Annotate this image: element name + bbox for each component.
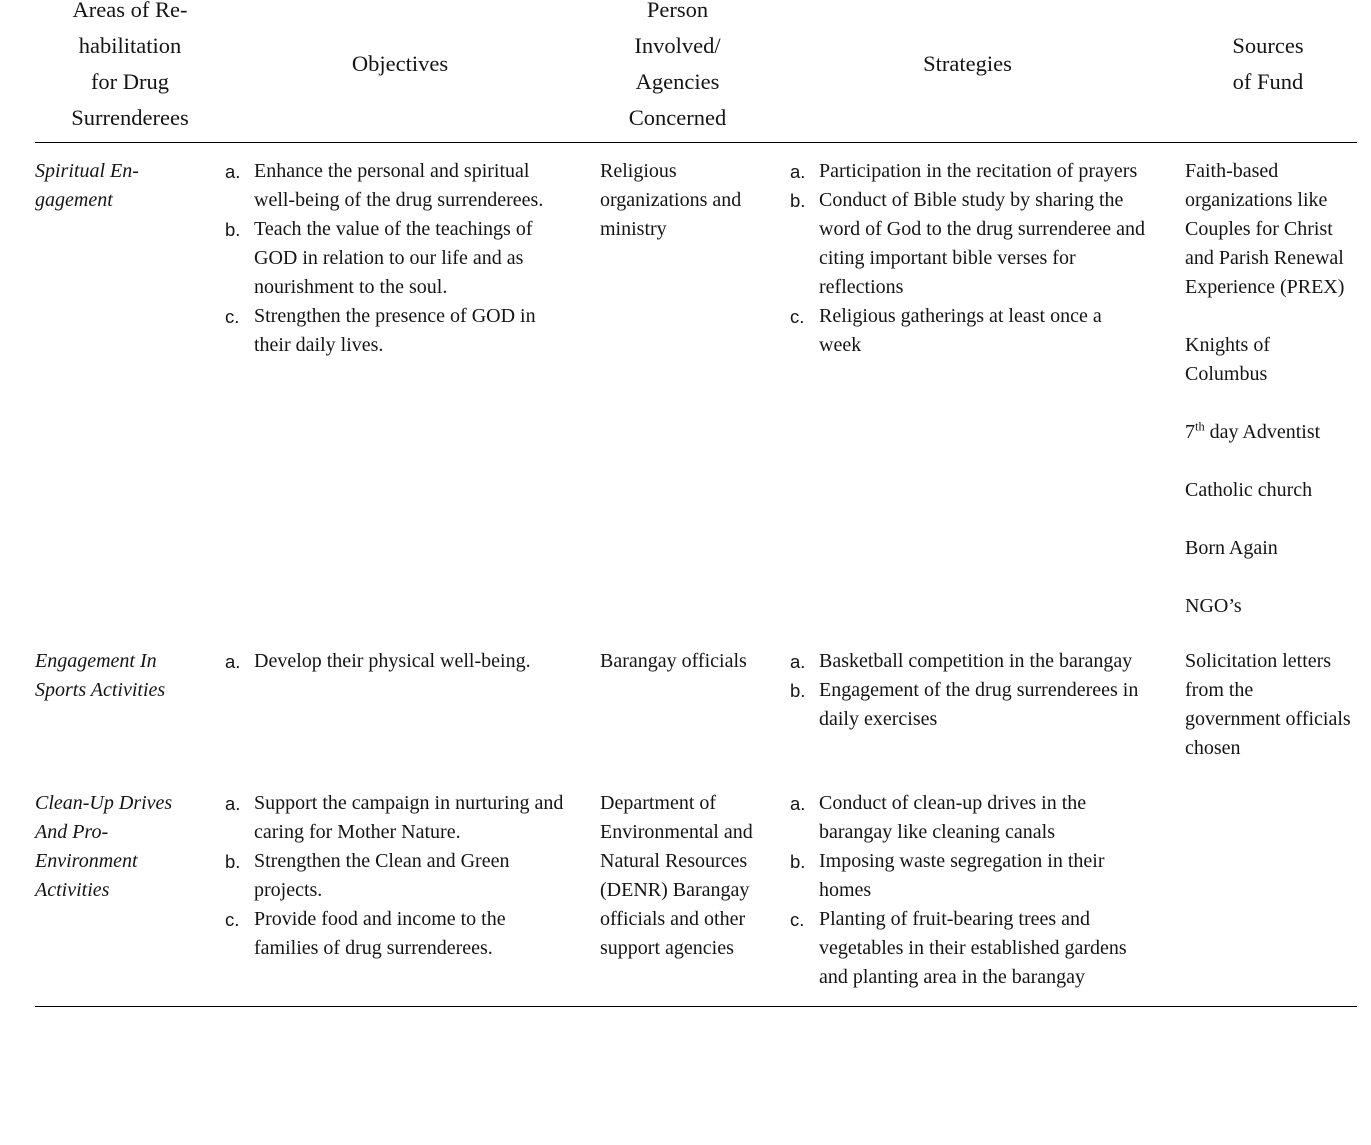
list-item-text: Participation in the recitation of prayers — [819, 160, 1138, 182]
table-row — [35, 647, 1357, 763]
list-marker: c. — [225, 909, 240, 930]
list-item-text: Conduct of Bible study by sharing the word of God to the drug surrenderee and citing important bible verses for reflections — [819, 189, 1146, 298]
list-marker: a. — [790, 793, 806, 814]
list-item — [790, 647, 1145, 676]
paragraph: Catholic church — [1185, 479, 1313, 501]
objectives-cell — [225, 157, 600, 621]
list-item — [225, 647, 575, 676]
column-header-area: Areas of Re- habilitation for Drug Surrenderees — [71, 0, 189, 130]
list-item-text: Teach the value of the teachings of GOD in relation to our life and as nourishment to the soul. — [254, 218, 533, 298]
list-marker: b. — [790, 680, 806, 701]
list-marker: b. — [225, 219, 241, 240]
list-item — [225, 302, 575, 360]
list-item-text: Engagement of the drug surrenderees in daily exercises — [819, 679, 1139, 730]
list-marker: c. — [225, 306, 240, 327]
paragraph: NGO’s — [1185, 595, 1242, 617]
person-cell — [600, 647, 790, 763]
list-marker: b. — [790, 851, 806, 872]
list-item-text: Conduct of clean-up drives in the barangay like cleaning canals — [819, 792, 1087, 843]
person-cell — [600, 789, 790, 992]
paragraph: Solicitation letters from the government officials chosen — [1185, 650, 1351, 759]
paragraph: Born Again — [1185, 537, 1278, 559]
objectives-cell — [225, 647, 600, 763]
list-item — [225, 789, 575, 847]
column-header-strategies: Strategies — [923, 51, 1012, 76]
list-item-text: Develop their physical well-being. — [254, 650, 531, 672]
list-item — [790, 157, 1145, 186]
table-row — [35, 789, 1357, 992]
sources-cell — [1185, 157, 1351, 621]
list-marker: b. — [225, 851, 241, 872]
paragraph: Department of Environmental and Natural Resources (DENR) Barangay officials and other support agencies — [600, 792, 753, 959]
list-item-text: Provide food and income to the families of drug surrenderees. — [254, 908, 506, 959]
paragraph: Knights of Columbus — [1185, 334, 1270, 385]
list-item-text: Support the campaign in nurturing and caring for Mother Nature. — [254, 792, 564, 843]
area-cell: Clean-Up Drives And Pro- Environment Activities — [35, 792, 173, 901]
paragraph: Religious organizations and ministry — [600, 160, 742, 240]
list-marker: a. — [790, 161, 806, 182]
column-header-person: Person Involved/ Agencies Concerned — [628, 0, 727, 130]
person-cell — [600, 157, 790, 621]
table-header-row — [35, 0, 1357, 142]
list-item-text: Strengthen the Clean and Green projects. — [254, 850, 510, 901]
list-item — [790, 847, 1145, 905]
strategies-cell — [790, 647, 1185, 763]
strategies-cell — [790, 789, 1185, 992]
list-marker: a. — [225, 161, 241, 182]
area-cell: Engagement In Sports Activities — [35, 650, 166, 701]
objectives-cell — [225, 789, 600, 992]
list-marker: a. — [790, 651, 806, 672]
table-body — [35, 157, 1357, 992]
list-item — [225, 905, 575, 963]
list-item — [790, 302, 1145, 360]
sources-cell — [1185, 647, 1351, 763]
strategies-cell — [790, 157, 1185, 621]
paragraph: Faith-based organizations like Couples for Christ and Parish Renewal Experience (PREX) — [1185, 160, 1345, 298]
list-item-text: Enhance the personal and spiritual well-being of the drug surrenderees. — [254, 160, 544, 211]
list-item-text: Basketball competition in the barangay — [819, 650, 1133, 672]
list-item — [790, 905, 1145, 992]
list-marker: c. — [790, 306, 805, 327]
bottom-rule — [35, 1006, 1357, 1007]
list-item — [225, 847, 575, 905]
sources-cell — [1185, 789, 1351, 992]
list-item — [790, 789, 1145, 847]
list-item — [225, 157, 575, 215]
paragraph: Barangay officials — [600, 650, 747, 672]
list-item-text: Planting of fruit-bearing trees and vegetables in their established gardens and planting area in the barangay — [819, 908, 1127, 988]
list-marker: a. — [225, 793, 241, 814]
area-cell: Spiritual En- gagement — [35, 160, 139, 211]
column-header-sources: Sources of Fund — [1232, 33, 1304, 94]
list-marker: a. — [225, 651, 241, 672]
list-item-text: Strengthen the presence of GOD in their daily lives. — [254, 305, 536, 356]
list-item-text: Religious gatherings at least once a week — [819, 305, 1102, 356]
paragraph: 7th day Adventist — [1185, 419, 1321, 443]
list-marker: c. — [790, 909, 805, 930]
list-item-text: Imposing waste segregation in their homes — [819, 850, 1105, 901]
list-item — [790, 676, 1145, 734]
list-marker: b. — [790, 190, 806, 211]
list-item — [790, 186, 1145, 302]
header-rule — [35, 142, 1357, 143]
list-item — [225, 215, 575, 302]
table-row — [35, 157, 1357, 621]
column-header-objectives: Objectives — [351, 51, 449, 76]
